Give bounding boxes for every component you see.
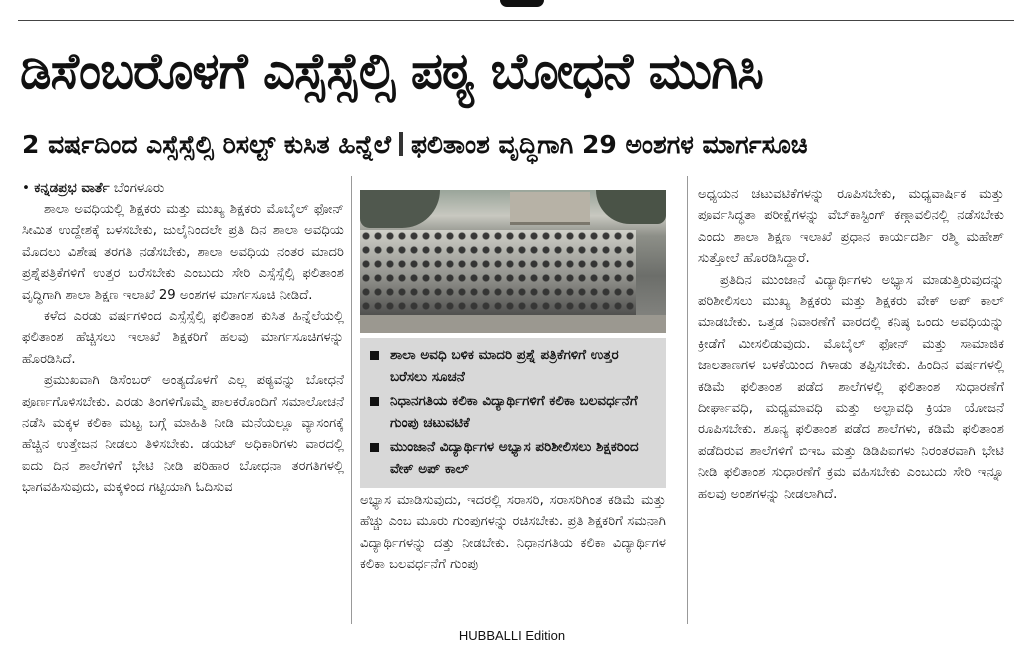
article-column-1 [22,178,344,618]
column-rule [351,176,352,624]
subhead-right: ಫಲಿತಾಂಶ ವೃದ್ಧಿಗಾಗಿ 29 ಅಂಶಗಳ ಮಾರ್ಗಸೂಚಿ [410,130,808,159]
square-bullet-icon [370,397,379,406]
masthead-fragment [500,0,544,7]
byline-place: ಬೆಂಗಳೂರು [113,180,165,196]
article-column-2 [360,490,666,620]
top-rule [18,20,1014,21]
byline-source: ಕನ್ನಡಪ್ರಭ ವಾರ್ತೆ [34,180,110,196]
photo-tree [596,190,666,224]
article-column-3 [698,184,1004,624]
subhead-left: 2 ವರ್ಷದಿಂದ ಎಸ್ಸೆಸ್ಸೆಲ್ಸಿ ರಿಸಲ್ಟ್ ಕುಸಿತ ಹಿನ್ನೆಲೆ [22,130,391,159]
highlights-box [360,338,666,488]
article-paragraph: ಪ್ರತಿದಿನ ಮುಂಜಾನೆ ವಿದ್ಯಾರ್ಥಿಗಳು ಅಭ್ಯಾಸ ಮಾಡುತ್ತಿರುವುದನ್ನು ಪರಿಶೀಲಿಸಲು ಮುಖ್ಯ ಶಿಕ್ಷಕರು ಮತ್ತು ಶಿಕ್ಷಕರು ವೇಕ್ ಅಪ್ ಕಾಲ್ ಮಾಡಬೇಕು. ಒತ್ತಡ ನಿವಾರಣೆಗೆ ವಾರದಲ್ಲಿ ಕನಿಷ್ಠ ಒಂದು ಅವಧಿಯನ್ನು ಕ್ರೀಡೆಗೆ ಮೀಸಲಿಡುವುದು. ಮೊಬೈಲ್ ಫೋನ್ ಮತ್ತು ಸಾಮಾಜಿಕ ಜಾಲತಾಣಗಳ ಬಳಕೆಯಿಂದ ಗಿಳಾಡು ತಪ್ಪಿಸಬೇಕು. ಹಿಂದಿನ ವರ್ಷಗಳಲ್ಲಿ ಕಡಿಮೆ ಫಲಿತಾಂಶ ಪಡೆದ ಶಾಲೆಗಳಲ್ಲಿ ಫಲಿತಾಂಶ ಸುಧಾರಣೆಗೆ ದೀರ್ಘಾವಧಿ, ಮಧ್ಯಮಾವಧಿ ಮತ್ತು ಅಲ್ಪಾವಧಿ ಕ್ರಿಯಾ ಯೋಜನೆ ರೂಪಿಸಬೇಕು. ಶೂನ್ಯ ಫಲಿತಾಂಶ ಪಡೆದ ಶಾಲೆಗಳು, ಕಡಿಮೆ ಫಲಿತಾಂಶ ಪಡೆದಿರುವ ಶಾಲೆಗಳಿಗೆ ಬಿಇಒ ಮತ್ತು ಡಿಡಿಪಿಐಗಳು ನಿರಂತರವಾಗಿ ಭೇಟಿ ನೀಡಿ ಫಲಿತಾಂಶ ಸುಧಾರಣೆಗೆ ಕ್ರಮ ವಹಿಸಬೇಕು ಎಂಬುದು ಸೇರಿ ಇನ್ನೂ ಹಲವು ಅಂಶಗಳನ್ನು ನೀಡಲಾಗಿದೆ. [698,272,1004,502]
photo-building [510,192,590,225]
photo-tree [360,190,440,228]
photo-students [360,230,636,321]
article-paragraph: ಅಧ್ಯಯನ ಚಟುವಟಿಕೆಗಳನ್ನು ರೂಪಿಸಬೇಕು, ಮಧ್ಯವಾರ್ಷಿಕ ಮತ್ತು ಪೂರ್ವಸಿದ್ಧತಾ ಪರೀಕ್ಷೆಗಳನ್ನು ವೆಬ್‌ಕಾಸ್ಟಿಂಗ್ ಕಣ್ಗಾವಲಿನಲ್ಲಿ ನಡೆಸಬೇಕು ಎಂದು ಶಾಲಾ ಶಿಕ್ಷಣ ಇಲಾಖೆ ಪ್ರಧಾನ ಕಾರ್ಯದರ್ಶಿ ರಶ್ಮಿ ಮಹೇಶ್ ಸುತ್ತೋಲೆ ಹೊರಡಿಸಿದ್ದಾರೆ. [698,187,1004,267]
square-bullet-icon [370,443,379,452]
highlight-item: ಶಾಲಾ ಅವಧಿ ಬಳಿಕ ಮಾದರಿ ಪ್ರಶ್ನೆ ಪತ್ರಿಕೆಗಳಿಗೆ ಉತ್ತರ ಬರೆಸಲು ಸೂಚನೆ [370,344,656,388]
edition-footer: HUBBALLI Edition [458,628,566,643]
subhead-separator [399,132,403,156]
photo-ground [360,315,666,333]
article-paragraph: ಕಳೆದ ಎರಡು ವರ್ಷಗಳಿಂದ ಎಸ್ಸೆಸ್ಸೆಲ್ಸಿ ಫಲಿತಾಂಶ ಕುಸಿತ ಹಿನ್ನೆಲೆಯಲ್ಲಿ ಫಲಿತಾಂಶ ಹೆಚ್ಚಿಸಲು ಇಲಾಖೆ ಶಿಕ್ಷಕರಿಗೆ ಹಲವು ಮಾರ್ಗಸೂಚಿಗಳನ್ನು ಹೊರಡಿಸಿದೆ. [22,309,344,367]
highlight-item: ನಿಧಾನಗತಿಯ ಕಲಿಕಾ ವಿದ್ಯಾರ್ಥಿಗಳಿಗೆ ಕಲಿಕಾ ಬಲವರ್ಧನೆಗೆ ಗುಂಪು ಚಟುವಟಿಕೆ [370,390,656,434]
highlight-item: ಮುಂಜಾನೆ ವಿದ್ಯಾರ್ಥಿಗಳ ಅಭ್ಯಾಸ ಪರಿಶೀಲಿಸಲು ಶಿಕ್ಷಕರಿಂದ ವೇಕ್ ಅಪ್ ಕಾಲ್ [370,436,656,480]
square-bullet-icon [370,351,379,360]
subheadline [22,128,1012,162]
article-paragraph: ಅಭ್ಯಾಸ ಮಾಡಿಸುವುದು, ಇದರಲ್ಲಿ ಸರಾಸರಿ, ಸರಾಸರಿಗಿಂತ ಕಡಿಮೆ ಮತ್ತು ಹೆಚ್ಚು ಎಂಬ ಮೂರು ಗುಂಪುಗಳನ್ನು ರಚಿಸಬೇಕು. ಪ್ರತಿ ಶಿಕ್ಷಕರಿಗೆ ಸಮನಾಗಿ ವಿದ್ಯಾರ್ಥಿಗಳನ್ನು ದತ್ತು ನೀಡಬೇಕು. ನಿಧಾನಗತಿಯ ಕಲಿಕಾ ವಿದ್ಯಾರ್ಥಿಗಳ ಕಲಿಕಾ ಬಲವರ್ಧನೆಗೆ ಗುಂಪು [360,493,666,573]
column-rule [687,176,688,624]
article-paragraph: ಶಾಲಾ ಅವಧಿಯಲ್ಲಿ ಶಿಕ್ಷಕರು ಮತ್ತು ಮುಖ್ಯ ಶಿಕ್ಷಕರು ಮೊಬೈಲ್ ಫೋನ್ ಸೀಮಿತ ಉದ್ದೇಶಕ್ಕೆ ಬಳಸಬೇಕು, ಜುಲೈನಿಂದಲೇ ಪ್ರತಿ ದಿನ ಶಾಲಾ ಅವಧಿಯ ಮೊದಲು ವಿಶೇಷ ತರಗತಿ ನಡೆಸಬೇಕು, ಶಾಲಾ ಅವಧಿಯ ನಂತರ ಮಾದರಿ ಪ್ರಶ್ನೆಪತ್ರಿಕೆಗಳಿಗೆ ಉತ್ತರ ಬರೆಸಬೇಕು ಎಂಬುದು ಸೇರಿ ಎಸ್ಸೆಸ್ಸೆಲ್ಸಿ ಫಲಿತಾಂಶ ವೃದ್ಧಿಗಾಗಿ ಶಾಲಾ ಶಿಕ್ಷಣ ಇಲಾಖೆ 29 ಅಂಶಗಳ ಮಾರ್ಗಸೂಚಿ ನೀಡಿದೆ. [22,202,344,303]
article-paragraph: ಪ್ರಮುಖವಾಗಿ ಡಿಸೆಂಬರ್ ಅಂತ್ಯದೊಳಗೆ ಎಲ್ಲ ಪಠ್ಯವನ್ನು ಬೋಧನೆ ಪೂರ್ಣಗೊಳಿಸಬೇಕು. ಎರಡು ತಿಂಗಳಿಗೊಮ್ಮೆ ಪಾಲಕರೊಂದಿಗೆ ಸಮಾಲೋಚನೆ ನಡೆಸಿ ಮಕ್ಕಳ ಕಲಿಕಾ ಮಟ್ಟ ಬಗ್ಗೆ ಮಾಹಿತಿ ನೀಡಿ ಮನೆಯಲ್ಲೂ ವ್ಯಾಸಂಗಕ್ಕೆ ಹೆಚ್ಚಿನ ಉತ್ತೇಜನ ನೀಡಲು ತಿಳಿಸಬೇಕು. ಡಯಟ್ ಅಧಿಕಾರಿಗಳು ವಾರದಲ್ಲಿ ಐದು ದಿನ ಶಾಲೆಗಳಿಗೆ ಭೇಟಿ ನೀಡಿ ಪರಿಹಾರ ಬೋಧನಾ ತರಗತಿಗಳಲ್ಲಿ ಭಾಗವಹಿಸುವುದು, ಮಕ್ಕಳಿಂದ ಗಟ್ಟಿಯಾಗಿ ಓದಿಸುವ [22,373,344,496]
byline: • ಕನ್ನಡಪ್ರಭ ವಾರ್ತೆ ಬೆಂಗಳೂರು [22,180,165,196]
headline: ಡಿಸೆಂಬರೊಳಗೆ ಎಸ್ಸೆಸ್ಸೆಲ್ಸಿ ಪಠ್ಯ ಬೋಧನೆ ಮುಗಿಸಿ [20,42,763,100]
students-assembly-photo [360,190,666,333]
